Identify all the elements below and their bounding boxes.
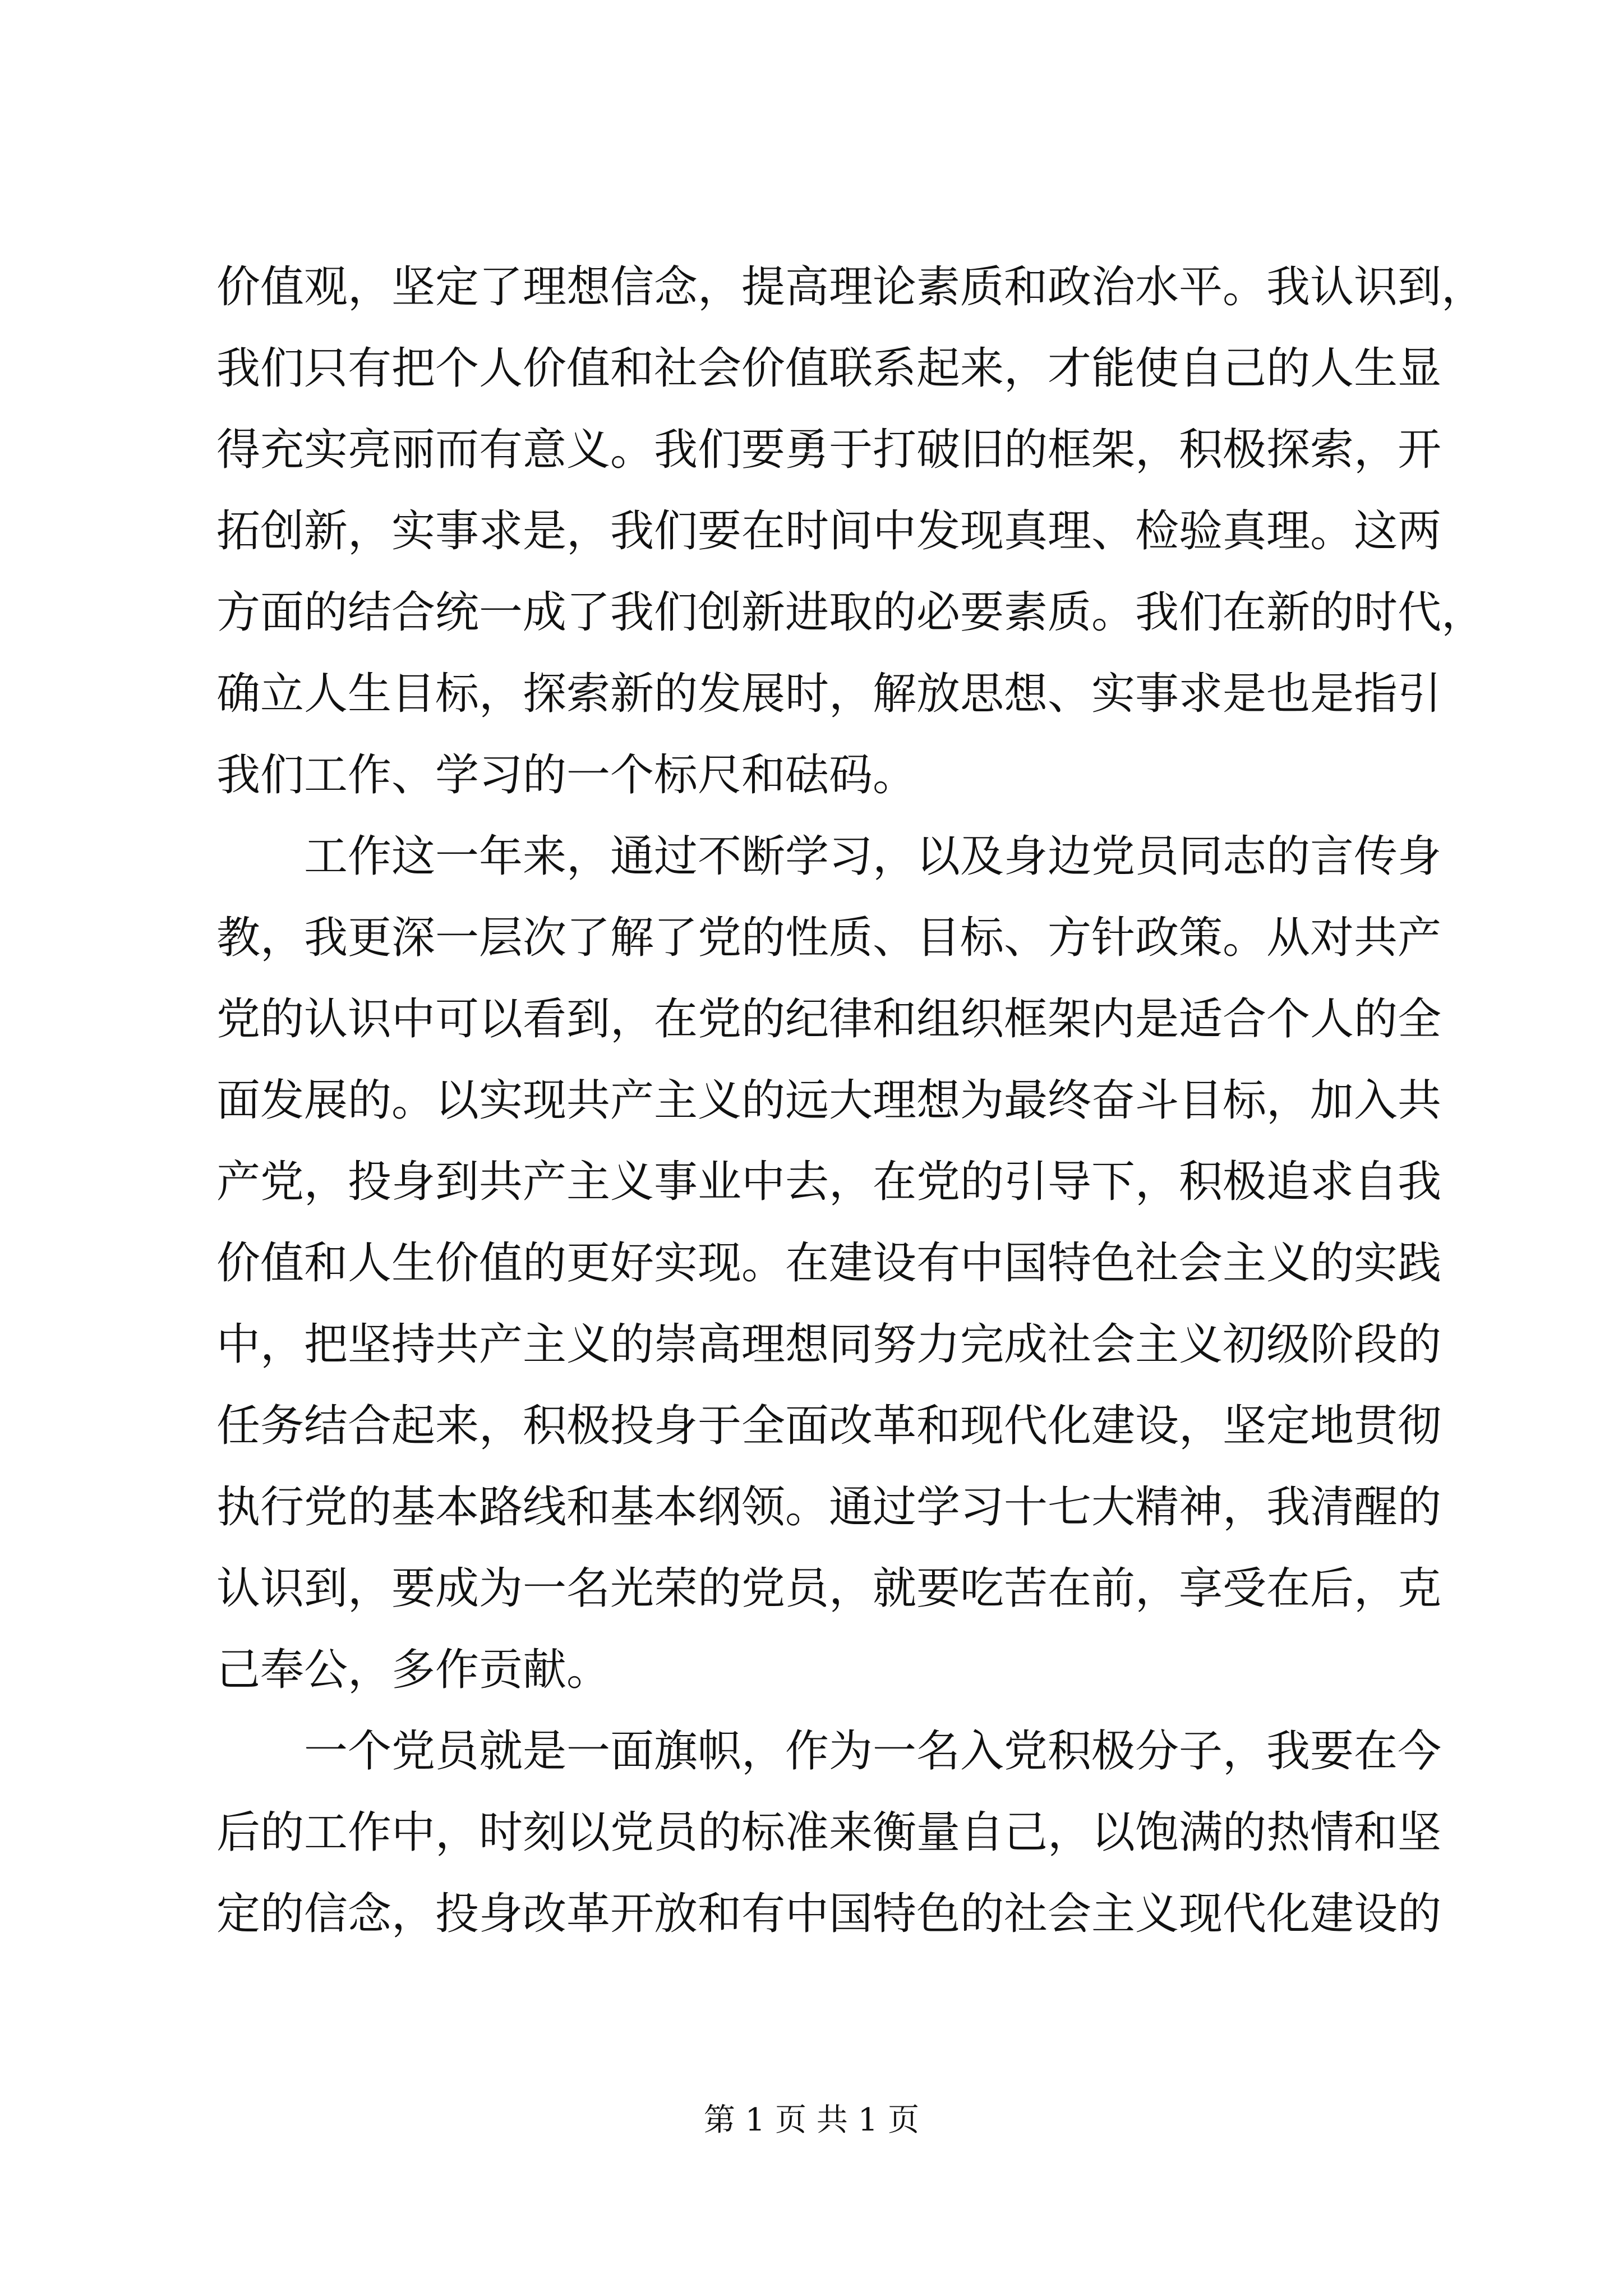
- text-line: 认识到，要成为一名光荣的党员，就要吃苦在前，享受在后，克: [216, 1563, 1442, 1614]
- text-line: 确立人生目标，探索新的发展时，解放思想、实事求是也是指引: [216, 669, 1442, 719]
- text-line: 教，我更深一层次了解了党的性质、目标、方针政策。从对共产: [216, 913, 1442, 963]
- paragraph-first-line: 一个党员就是一面旗帜，作为一名入党积极分子，我要在今: [304, 1726, 1442, 1777]
- text-line: 任务结合起来，积极投身于全面改革和现代化建设，坚定地贯彻: [216, 1401, 1442, 1451]
- text-line: 产党，投身到共产主义事业中去，在党的引导下，积极追求自我: [216, 1157, 1442, 1207]
- text-line: 面发展的。以实现共产主义的远大理想为最终奋斗目标，加入共: [216, 1075, 1442, 1126]
- paragraph-first-line: 工作这一年来，通过不断学习，以及身边党员同志的言传身: [304, 831, 1442, 882]
- text-line: 我们只有把个人价值和社会价值联系起来，才能使自己的人生显: [216, 343, 1442, 394]
- text-line: 得充实亮丽而有意义。我们要勇于打破旧的框架，积极探索，开: [216, 425, 1442, 475]
- text-line: 价值和人生价值的更好实现。在建设有中国特色社会主义的实践: [216, 1238, 1442, 1289]
- text-line: 定的信念，投身改革开放和有中国特色的社会主义现代化建设的: [216, 1889, 1442, 1939]
- text-line: 我们工作、学习的一个标尺和砝码。: [216, 750, 917, 800]
- text-line: 后的工作中，时刻以党员的标准来衡量自己，以饱满的热情和坚: [216, 1807, 1442, 1858]
- text-line: 价值观，坚定了理想信念，提高理论素质和政治水平。我认识到，: [216, 262, 1486, 312]
- text-line: 中，把坚持共产主义的崇高理想同努力完成社会主义初级阶段的: [216, 1319, 1442, 1370]
- page-footer: [0, 2098, 1623, 2143]
- text-line: 方面的结合统一成了我们创新进取的必要素质。我们在新的时代，: [216, 587, 1486, 638]
- text-line: 拓创新，实事求是，我们要在时间中发现真理、检验真理。这两: [216, 506, 1442, 556]
- document-body: [216, 247, 1486, 1955]
- text-line: 执行党的基本路线和基本纲领。通过学习十七大精神，我清醒的: [216, 1482, 1442, 1533]
- text-line: 己奉公，多作贡献。: [216, 1645, 611, 1695]
- page-number-label: 第 1 页 共 1 页: [703, 2102, 920, 2138]
- text-line: 党的认识中可以看到，在党的纪律和组织框架内是适合个人的全: [216, 994, 1442, 1045]
